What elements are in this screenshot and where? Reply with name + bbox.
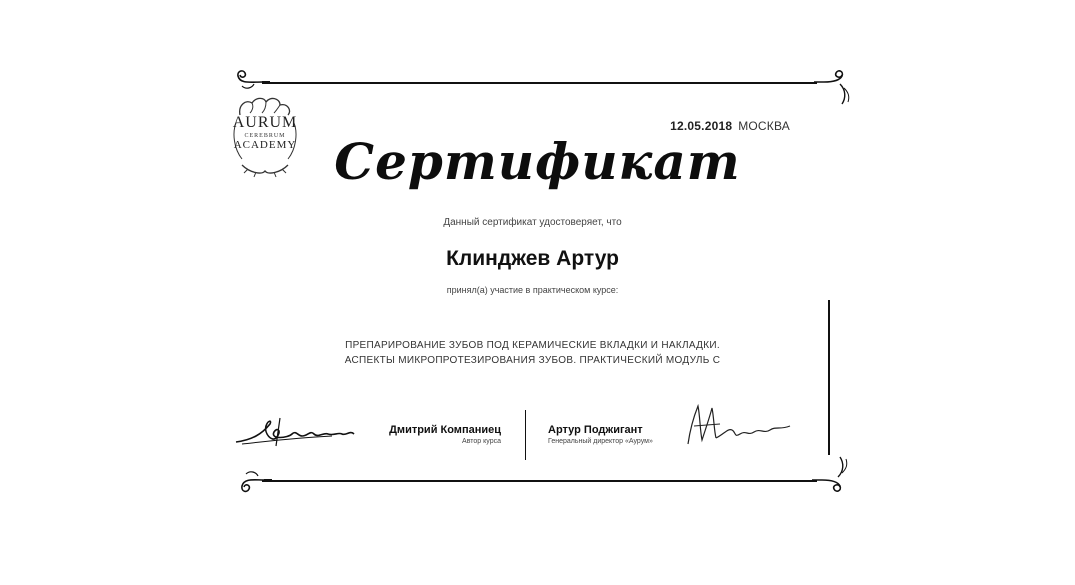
logo-word-cerebrum: CEREBRUM [244, 133, 286, 139]
left-signer-role: Автор курса [462, 438, 501, 445]
ornament-top-right-icon [814, 66, 854, 106]
frame-right-line [828, 300, 830, 455]
right-handwritten-signature [680, 400, 800, 450]
left-signer-name: Дмитрий Компаниец [389, 424, 501, 436]
certificate-title: Сертификат [334, 132, 741, 191]
signature-divider [525, 410, 526, 460]
logo-word-aurum: AURUM [232, 114, 298, 131]
ornament-bottom-right-icon [812, 455, 852, 495]
frame-bottom-line [262, 480, 817, 482]
certificate-date: 12.05.2018 [670, 119, 733, 133]
course-title [0, 338, 1065, 368]
right-signer-name: Артур Поджигант [548, 424, 643, 436]
certificate-city: МОСКВА [738, 119, 790, 133]
right-signer-role: Генеральный директор «Аурум» [548, 438, 653, 445]
intro-text: Данный сертификат удостоверяет, что [443, 217, 622, 228]
course-title-line-2: АСПЕКТЫ МИКРОПРОТЕЗИРОВАНИЯ ЗУБОВ. ПРАКТИЧЕСКИЙ МОДУЛЬ С [344, 355, 721, 366]
accepted-text: принял(а) участие в практическом курсе: [446, 285, 619, 295]
logo-word-academy: ACADEMY [233, 139, 297, 151]
date-location [600, 119, 790, 133]
ornament-bottom-left-icon [232, 462, 272, 502]
course-title-line-1: ПРЕПАРИРОВАНИЕ ЗУБОВ ПОД КЕРАМИЧЕСКИЕ ВКЛАДКИ И НАКЛАДКИ. [345, 340, 720, 351]
frame-top-line [262, 82, 817, 84]
recipient-name: Клинджев Артур [446, 247, 619, 270]
left-handwritten-signature [232, 412, 362, 452]
